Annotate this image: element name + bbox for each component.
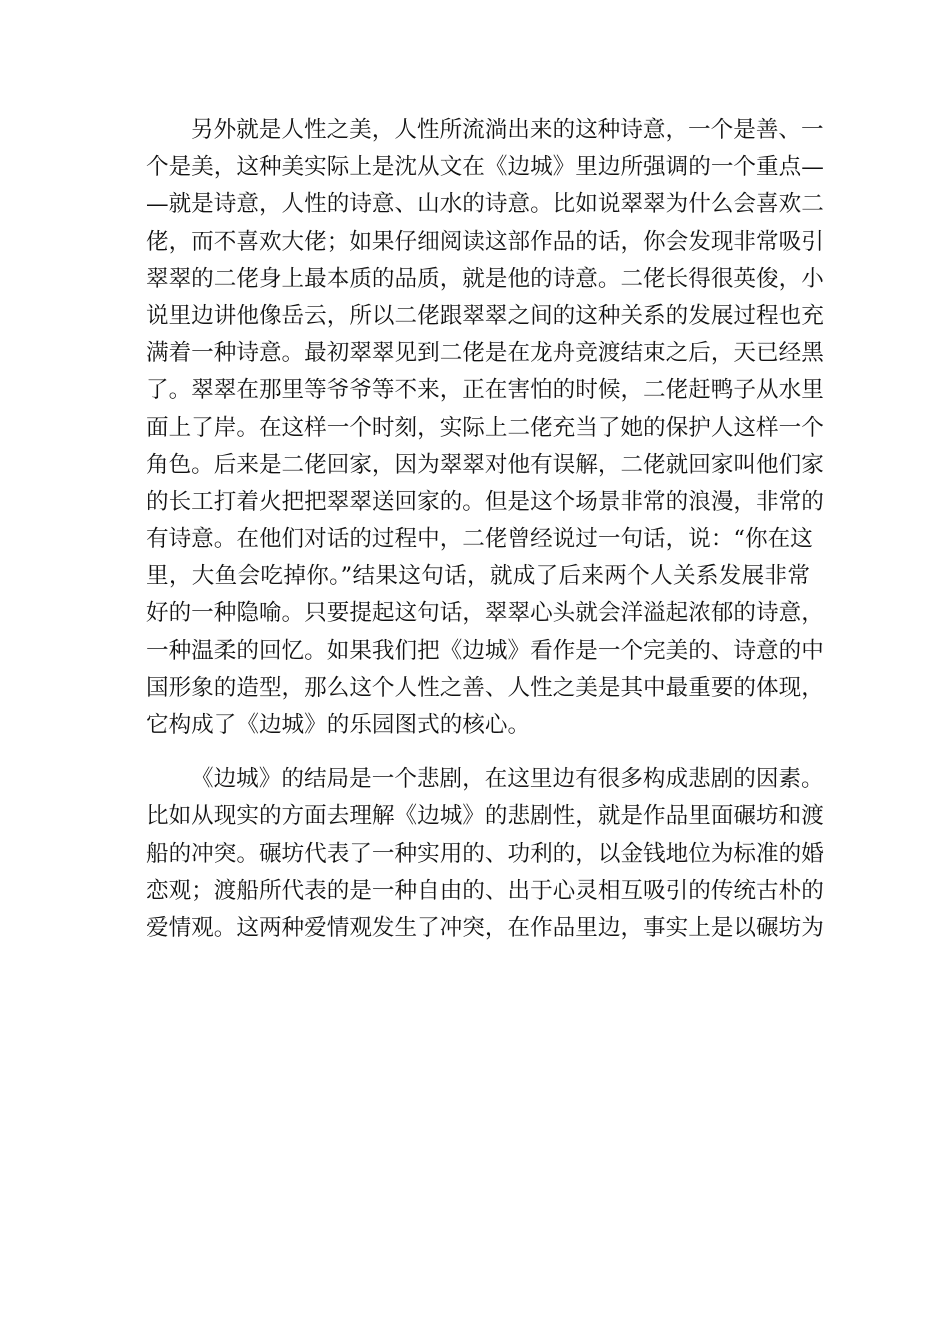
text-line: 好的一种隐喻。只要提起这句话，翠翠心头就会洋溢起浓郁的诗意， — [146, 600, 824, 627]
text-line: 恋观；渡船所代表的是一种自由的、出于心灵相互吸引的传统古朴的 — [146, 877, 824, 904]
text-line: 有诗意。在他们对话的过程中，二佬曾经说过一句话，说：“你在这 — [146, 526, 813, 553]
text-line: 里，大鱼会吃掉你。”结果这句话，就成了后来两个人关系发展非常 — [146, 563, 810, 590]
text-line: 个是美，这种美实际上是沈从文在《边城》里边所强调的一个重点— — [146, 154, 824, 181]
paragraph-2 — [146, 761, 824, 947]
text-line: 另外就是人性之美，人性所流淌出来的这种诗意，一个是善、一 — [191, 117, 824, 143]
text-line: 翠翠的二佬身上最本质的品质，就是他的诗意。二佬长得很英俊，小 — [146, 265, 824, 292]
text-line: 爱情观。这两种爱情观发生了冲突，在作品里边，事实上是以碾坊为 — [146, 914, 824, 941]
text-line: 比如从现实的方面去理解《边城》的悲剧性，就是作品里面碾坊和渡 — [146, 803, 824, 830]
text-line: —就是诗意，人性的诗意、山水的诗意。比如说翠翠为什么会喜欢二 — [146, 191, 824, 218]
text-line: 它构成了《边城》的乐园图式的核心。 — [146, 712, 531, 738]
text-line: 国形象的造型，那么这个人性之善、人性之美是其中最重要的体现， — [146, 674, 824, 701]
text-line: 《边城》的结局是一个悲剧，在这里边有很多构成悲剧的因素。 — [191, 766, 824, 793]
text-line: 船的冲突。碾坊代表了一种实用的、功利的，以金钱地位为标准的婚 — [146, 840, 824, 867]
document-body — [146, 112, 824, 947]
text-line: 了。翠翠在那里等爷爷等不来，正在害怕的时候，二佬赶鸭子从水里 — [146, 377, 824, 404]
paragraph-spacer — [146, 744, 810, 761]
text-line: 面上了岸。在这样一个时刻，实际上二佬充当了她的保护人这样一个 — [146, 414, 824, 441]
text-line: 的长工打着火把把翠翠送回家的。但是这个场景非常的浪漫，非常的 — [146, 488, 824, 515]
text-line: 一种温柔的回忆。如果我们把《边城》看作是一个完美的、诗意的中 — [146, 637, 824, 664]
text-line: 佬，而不喜欢大佬；如果仔细阅读这部作品的话，你会发现非常吸引 — [146, 228, 824, 255]
text-line: 说里边讲他像岳云，所以二佬跟翠翠之间的这种关系的发展过程也充 — [146, 302, 824, 329]
paragraph-1 — [146, 112, 824, 744]
text-line: 角色。后来是二佬回家，因为翠翠对他有误解，二佬就回家叫他们家 — [146, 451, 824, 478]
text-line: 满着一种诗意。最初翠翠见到二佬是在龙舟竞渡结束之后，天已经黑 — [146, 340, 824, 367]
